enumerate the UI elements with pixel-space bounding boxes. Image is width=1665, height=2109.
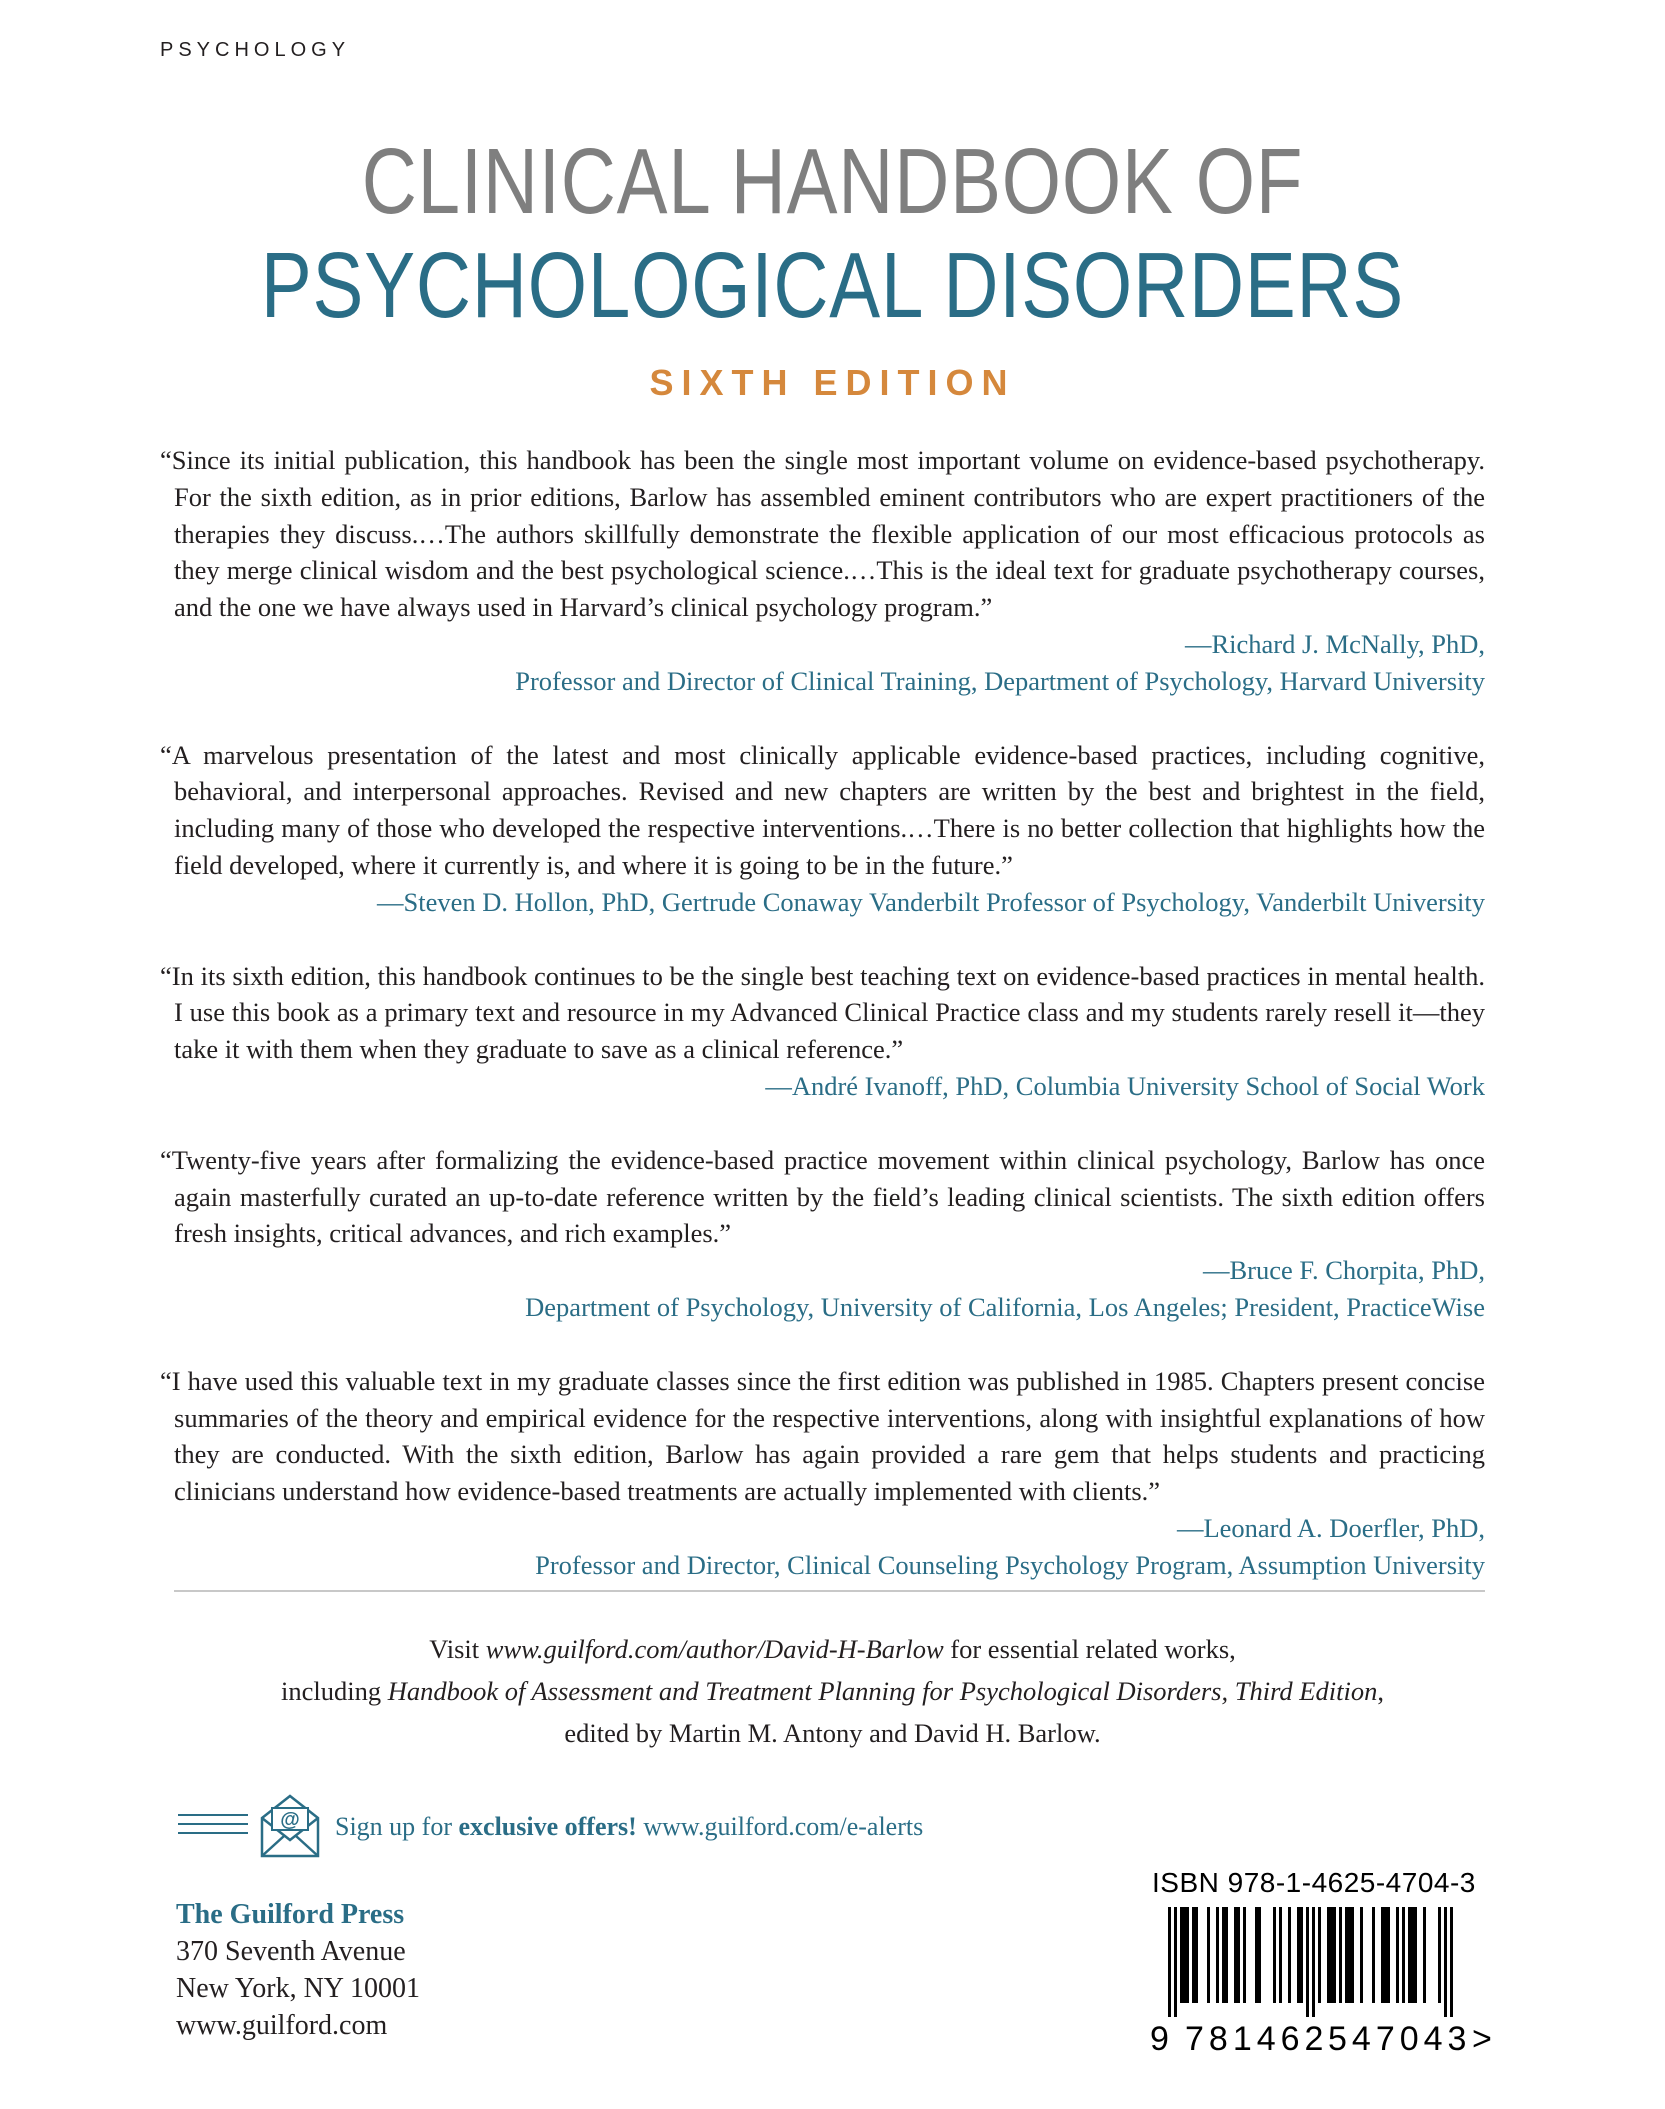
barcode-bar xyxy=(1243,1907,1246,2003)
barcode-bar xyxy=(1273,1907,1276,2003)
svg-text:@: @ xyxy=(280,1809,300,1831)
publisher-website[interactable]: www.guilford.com xyxy=(176,2010,388,2041)
barcode-bar xyxy=(1330,1907,1333,2003)
barcode-bar xyxy=(1408,1907,1411,2003)
related-prefix: including xyxy=(281,1676,388,1706)
related-works-line-3: edited by Martin M. Antony and David H. Barlow. xyxy=(564,1718,1101,1748)
related-works-line-2 xyxy=(0,1670,1665,1712)
barcode-bar xyxy=(1192,1907,1195,2003)
related-works-line-1 xyxy=(0,1628,1665,1670)
publisher-street: 370 Seventh Avenue xyxy=(176,1936,406,1967)
related-suffix: , xyxy=(1377,1676,1384,1706)
quote-attribution-affiliation: Professor and Director of Clinical Training, Department of Psychology, Harvard University xyxy=(515,665,1485,696)
author-url-link[interactable]: www.guilford.com/author/David-H-Barlow xyxy=(485,1634,944,1664)
quote-block xyxy=(160,442,1485,700)
barcode-bar xyxy=(1318,1907,1321,2003)
barcode-bar xyxy=(1216,1907,1219,2003)
barcode-digits-right: 547043 xyxy=(1328,2020,1472,2058)
e-alerts-promo[interactable] xyxy=(178,1792,978,1862)
quote-text: “I have used this valuable text in my graduate classes since the first edition was published in 1985. Chapters present concise summaries of the theory and empirical evidence for the respective interventions, along with insightful explanations of how they are conducted. With the sixth edition, Barlow has again provided a rare gem that helps students and practicing clinicians understand how evidence-based treatments are actually implemented with clients.” xyxy=(160,1365,1485,1507)
title-line-1: CLINICAL HANDBOOK OF xyxy=(361,129,1304,233)
quote-block xyxy=(160,1363,1485,1584)
publisher-address xyxy=(176,1896,420,2044)
visit-prefix: Visit xyxy=(429,1634,486,1664)
barcode-bar xyxy=(1288,1907,1291,2003)
e-alerts-text xyxy=(335,1812,923,1842)
edition-label: SIXTH EDITION xyxy=(649,362,1016,403)
visit-suffix: for essential related works, xyxy=(943,1634,1236,1664)
barcode-bar xyxy=(1174,1907,1177,2017)
e-alerts-prefix: Sign up for xyxy=(335,1812,459,1841)
barcode-digits-left: 781462 xyxy=(1185,2020,1329,2058)
quote-attribution-name: —Bruce F. Chorpita, PhD, xyxy=(1202,1255,1485,1286)
barcode-quiet-zone-mark: > xyxy=(1472,2020,1492,2058)
barcode-bar xyxy=(1414,1907,1417,2003)
barcode-digit-lead: 9 xyxy=(1150,2020,1169,2058)
quote-block xyxy=(160,1142,1485,1326)
quote-text: “Since its initial publication, this handbook has been the single most important volume on evidence-based psychotherapy. For the sixth edition, as in prior editions, Barlow has assembled eminent contributors who are expert practitioners of the therapies they discuss.…The authors skillfully demonstrate the flexible application of our most efficacious protocols as they merge clinical wisdom and the best psychological science.…This is the ideal text for graduate psychotherapy courses, and the one we have always used in Harvard’s clinical psychology program.” xyxy=(160,445,1485,623)
isbn-label: ISBN 978-1-4625-4704-3 xyxy=(1152,1867,1476,1898)
barcode-bar xyxy=(1225,1907,1228,2003)
divider-rule xyxy=(174,1590,1485,1592)
barcode-bar xyxy=(1384,1907,1387,2003)
quote-attribution-name: —André Ivanoff, PhD, Columbia University School of Social Work xyxy=(765,1070,1485,1101)
isbn-barcode xyxy=(1148,1907,1468,2017)
barcode-bar xyxy=(1234,1907,1237,2003)
speed-lines xyxy=(178,1814,248,1841)
publisher-city: New York, NY 10001 xyxy=(176,1973,420,2004)
barcode-bar xyxy=(1300,1907,1303,2003)
barcode-bar xyxy=(1327,1907,1330,2003)
barcode-bar xyxy=(1237,1907,1240,2003)
barcode-bar xyxy=(1306,1907,1309,2017)
barcode-bar xyxy=(1207,1907,1210,2003)
quote-text: “A marvelous presentation of the latest and most clinically applicable evidence-based practices, including cognitive, behavioral, and interpersonal approaches. Revised and new chapters are written by the best and brightest in the field, including many of those who developed the respective interventions.…There is no better collection that highlights how the field developed, where it currently is, and where it is going to be in the future.” xyxy=(160,739,1485,880)
quote-block xyxy=(160,958,1485,1105)
barcode-bar xyxy=(1444,1907,1447,2017)
barcode-bar xyxy=(1180,1907,1183,2003)
endorsements xyxy=(160,442,1485,1621)
quote-text: “Twenty-five years after formalizing the evidence-based practice movement within clinical psychology, Barlow has once again masterfully curated an up-to-date reference written by the field’s leading clinical scientists. The sixth edition offers fresh insights, critical advances, and rich examples.” xyxy=(160,1144,1485,1249)
barcode-bar xyxy=(1195,1907,1198,2003)
email-envelope-icon xyxy=(258,1792,322,1858)
quote-block xyxy=(160,737,1485,921)
category-label: PSYCHOLOGY xyxy=(160,39,351,61)
barcode-bar xyxy=(1312,1907,1315,2017)
barcode-bar xyxy=(1423,1907,1426,2003)
barcode-bar xyxy=(1450,1907,1453,2017)
barcode-bar xyxy=(1411,1907,1414,2003)
barcode-bar xyxy=(1351,1907,1354,2003)
barcode-bar xyxy=(1381,1907,1384,2003)
barcode-bar xyxy=(1402,1907,1405,2003)
barcode-bar xyxy=(1396,1907,1399,2003)
barcode-bar xyxy=(1372,1907,1375,2003)
barcode-bar xyxy=(1186,1907,1189,2003)
barcode-bar xyxy=(1222,1907,1225,2003)
quote-attribution-affiliation: Professor and Director, Clinical Counseling Psychology Program, Assumption University xyxy=(535,1549,1485,1580)
barcode-bar xyxy=(1387,1907,1390,2003)
title-line-2: PSYCHOLOGICAL DISORDERS xyxy=(260,233,1405,337)
barcode-bar xyxy=(1255,1907,1258,2003)
related-book-title: Handbook of Assessment and Treatment Planning for Psychological Disorders, Third Edition xyxy=(387,1676,1378,1706)
barcode-bar xyxy=(1345,1907,1348,2003)
barcode-bar xyxy=(1339,1907,1342,2003)
quote-attribution-name: —Leonard A. Doerfler, PhD, xyxy=(1176,1512,1485,1543)
quote-attribution-name: —Richard J. McNally, PhD, xyxy=(1184,628,1485,659)
barcode-bar xyxy=(1438,1907,1441,2003)
quote-attribution-affiliation: Department of Psychology, University of California, Los Angeles; President, PracticeWise xyxy=(525,1291,1485,1322)
barcode-bar xyxy=(1348,1907,1351,2003)
e-alerts-url[interactable]: www.guilford.com/e-alerts xyxy=(636,1812,924,1841)
barcode-bar xyxy=(1258,1907,1261,2003)
publisher-name: The Guilford Press xyxy=(176,1899,405,1930)
barcode-bar xyxy=(1360,1907,1363,2003)
barcode-bar xyxy=(1333,1907,1336,2003)
e-alerts-bold: exclusive offers! xyxy=(458,1812,637,1841)
quote-text: “In its sixth edition, this handbook continues to be the single best teaching text on evidence-based practices in mental health. I use this book as a primary text and resource in my Advanced Clinical Practice class and my students rarely resell it—they take it with them when they graduate to save as a clinical reference.” xyxy=(160,960,1485,1065)
barcode-bar xyxy=(1168,1907,1171,2017)
barcode-bar xyxy=(1297,1907,1300,2003)
related-works-note xyxy=(0,1628,1665,1754)
quote-attribution-name: —Steven D. Hollon, PhD, Gertrude Conaway Vanderbilt Professor of Psychology, Vanderbilt University xyxy=(377,886,1485,917)
barcode-bar xyxy=(1279,1907,1282,2003)
barcode-bar xyxy=(1183,1907,1186,2003)
